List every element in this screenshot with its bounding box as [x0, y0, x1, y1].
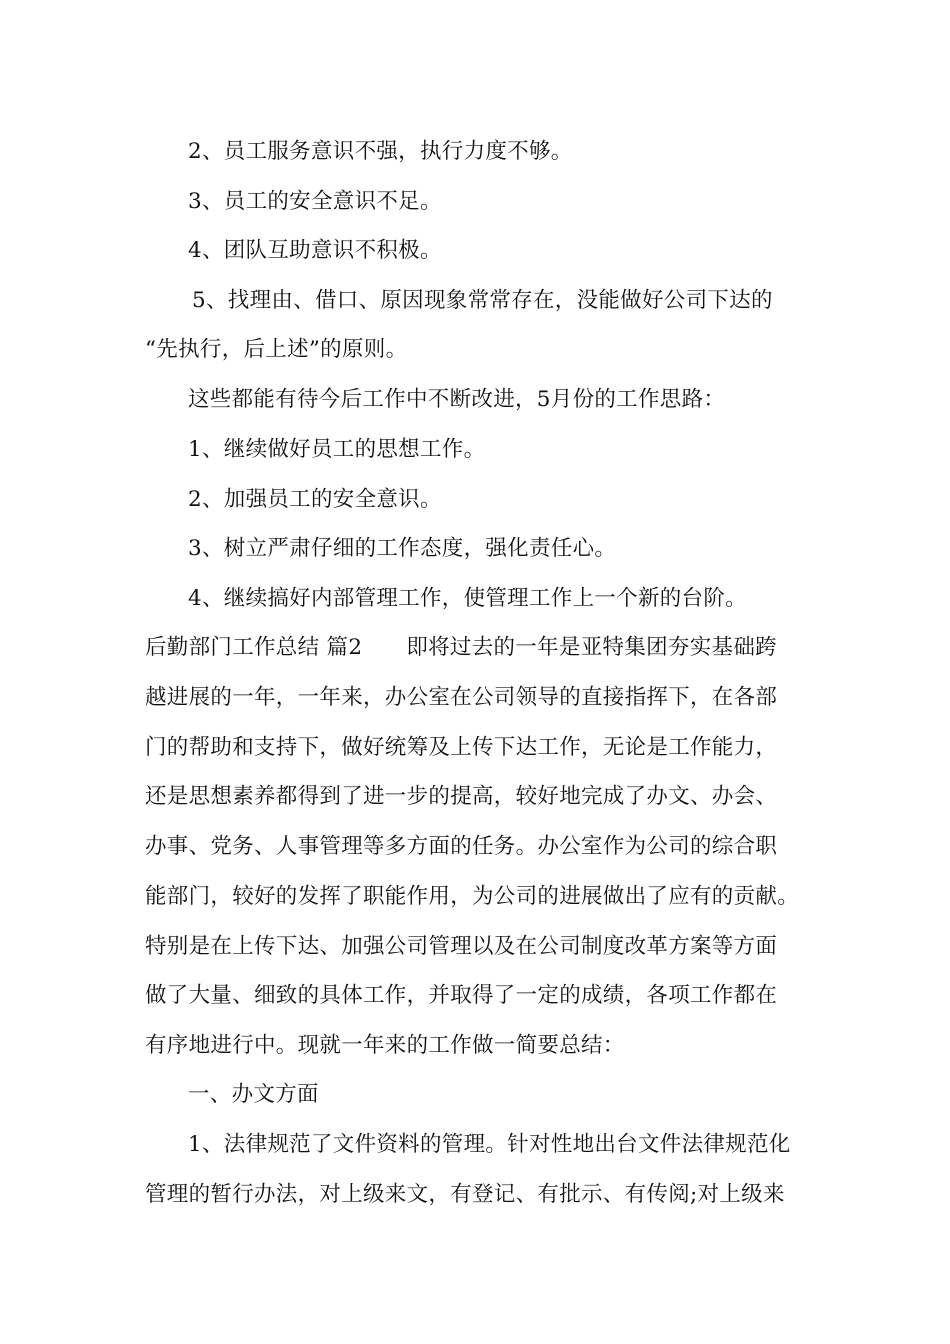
list-item-problem-5: 5、找理由、借口、原因现象常常存在，没能做好公司下达的: [192, 288, 773, 313]
paragraph-line: 特别是在上传下达、加强公司管理以及在公司制度改革方案等方面: [145, 934, 778, 959]
list-item-problem-4: 4、团队互助意识不积极。: [188, 238, 442, 263]
paragraph-line: 越进展的一年，一年来，办公室在公司领导的直接指挥下，在各部: [145, 685, 778, 710]
list-item-problem-5-cont: “先执行，后上述”的原则。: [145, 337, 408, 362]
list-item-problem-2: 2、员工服务意识不强，执行力度不够。: [188, 139, 573, 164]
paragraph-line: 能部门，较好的发挥了职能作用，为公司的进展做出了应有的贡献。: [145, 884, 800, 909]
section-title: 后勤部门工作总结 篇2: [145, 635, 363, 660]
paragraph-line: 还是思想素养都得到了进一步的提高，较好地完成了办文、办会、: [145, 784, 778, 809]
paragraph-line: 管理的暂行办法，对上级来文，有登记、有批示、有传阅;对上级来: [145, 1182, 785, 1207]
subsection-heading: 一、办文方面: [188, 1082, 319, 1107]
list-item-plan-1: 1、继续做好员工的思想工作。: [188, 437, 486, 462]
section-heading-line: [145, 633, 825, 663]
list-item-plan-3: 3、树立严肃仔细的工作态度，强化责任心。: [188, 536, 617, 561]
paragraph-line: 办事、党务、人事管理等多方面的任务。办公室作为公司的综合职: [145, 834, 778, 859]
paragraph-line: 1、法律规范了文件资料的管理。针对性地出台文件法律规范化: [188, 1132, 791, 1157]
paragraph-line: 做了大量、细致的具体工作，并取得了一定的成绩，各项工作都在: [145, 983, 778, 1008]
list-item-plan-2: 2、加强员工的安全意识。: [188, 487, 442, 512]
paragraph-intro-plan: 这些都能有待今后工作中不断改进，5月份的工作思路：: [188, 387, 726, 412]
paragraph-line: 门的帮助和支持下，做好统筹及上传下达工作，无论是工作能力，: [145, 735, 778, 760]
paragraph-line: 有序地进行中。现就一年来的工作做一简要总结：: [145, 1033, 625, 1058]
section-paragraph-start: 即将过去的一年是亚特集团夯实基础跨: [406, 635, 777, 660]
list-item-problem-3: 3、员工的安全意识不足。: [188, 189, 442, 214]
list-item-plan-4: 4、继续搞好内部管理工作，使管理工作上一个新的台阶。: [188, 586, 747, 611]
